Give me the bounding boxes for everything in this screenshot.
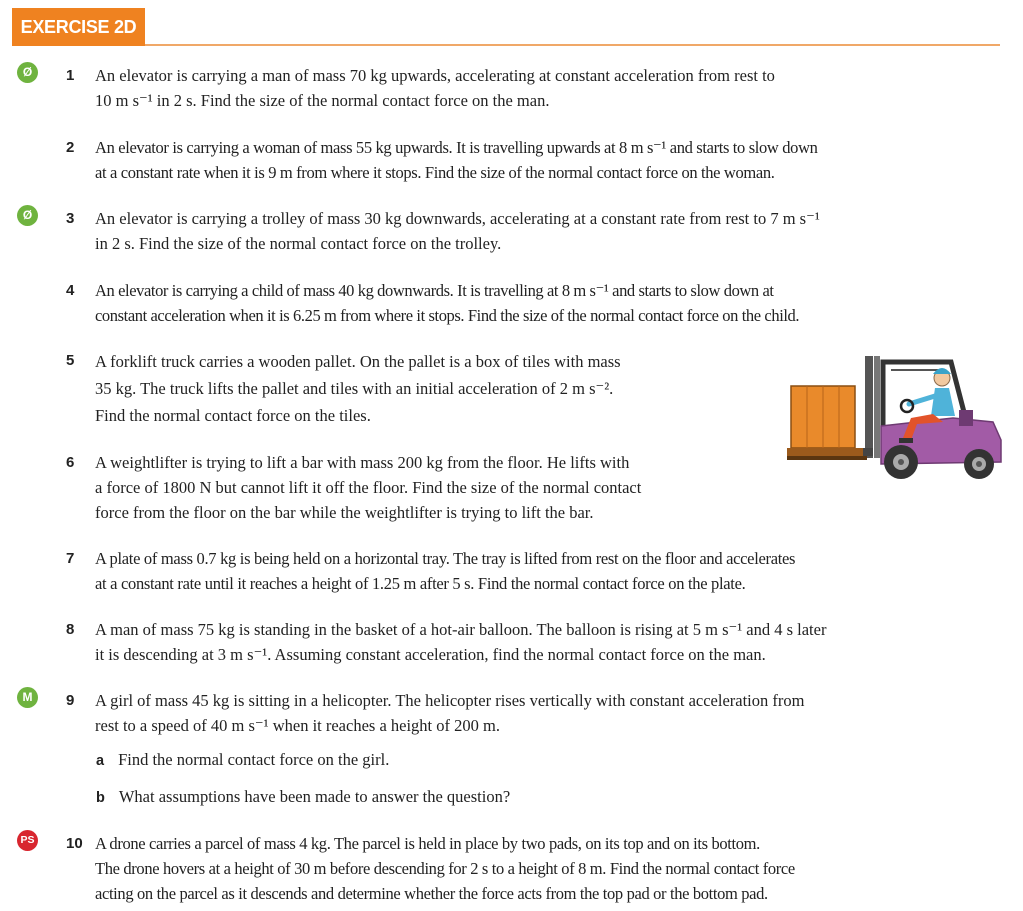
problem-solving-icon: PS	[17, 830, 38, 851]
part-label: b	[96, 790, 105, 806]
question-line: 35 kg. The truck lifts the pallet and tiles with an initial acceleration of 2 m s⁻².	[95, 379, 614, 398]
question-line: Find the normal contact force on the tiles.	[95, 406, 371, 425]
question-9	[95, 688, 804, 738]
question-5	[95, 348, 621, 429]
question-8	[95, 617, 826, 667]
question-number: 3	[66, 210, 75, 227]
question-number: 6	[66, 454, 75, 471]
question-6	[95, 450, 641, 525]
question-number: 4	[66, 282, 75, 299]
question-line: A girl of mass 45 kg is sitting in a helicopter. The helicopter rises vertically with constant acceleration from	[95, 691, 805, 710]
question-line: A drone carries a parcel of mass 4 kg. The parcel is held in place by two pads, on its top and on its bottom.	[95, 834, 760, 853]
exercise-header	[12, 8, 1000, 48]
question-4	[95, 278, 799, 328]
question-1	[95, 63, 775, 113]
forklift-mast	[865, 356, 873, 458]
question-number: 9	[66, 692, 75, 709]
exercise-label: EXERCISE 2D	[12, 8, 145, 46]
question-line: at a constant rate when it is 9 m from where it stops. Find the size of the normal contact force on the woman.	[95, 163, 775, 182]
question-number: 1	[66, 67, 75, 84]
question-line: A weightlifter is trying to lift a bar with mass 200 kg from the floor. He lifts with	[95, 453, 630, 472]
question-2	[95, 135, 818, 185]
forklift-truck-illustration	[783, 352, 1005, 488]
question-line: An elevator is carrying a woman of mass 55 kg upwards. It is travelling upwards at 8 m s⁻¹ and starts to slow down	[95, 138, 818, 157]
question-line: acting on the parcel as it descends and determine whether the force acts from the top pad or the bottom pad.	[95, 884, 768, 903]
question-line: An elevator is carrying a trolley of mass 30 kg downwards, accelerating at a constant rate from rest to 7 m s⁻¹	[95, 209, 820, 228]
question-line: at a constant rate until it reaches a height of 1.25 m after 5 s. Find the normal contact force on the plate.	[95, 574, 746, 593]
driver-torso	[931, 388, 955, 416]
question-9a	[96, 747, 389, 774]
question-10	[95, 831, 795, 906]
question-line: 10 m s⁻¹ in 2 s. Find the size of the normal contact force on the man.	[95, 91, 550, 110]
part-label: a	[96, 753, 105, 769]
question-number: 7	[66, 550, 75, 567]
question-number: 2	[66, 139, 75, 156]
question-line: An elevator is carrying a child of mass 40 kg downwards. It is travelling at 8 m s⁻¹ and starts to slow down at	[95, 281, 774, 300]
part-text: What assumptions have been made to answer the question?	[118, 787, 511, 806]
question-line: An elevator is carrying a man of mass 70 kg upwards, accelerating at constant acceleration from rest to	[95, 66, 775, 85]
question-line: A man of mass 75 kg is standing in the basket of a hot-air balloon. The balloon is rising at 5 m s⁻¹ and 4 s later	[95, 620, 827, 639]
question-7	[95, 546, 795, 596]
question-line: in 2 s. Find the size of the normal contact force on the trolley.	[95, 234, 502, 253]
question-line: A plate of mass 0.7 kg is being held on a horizontal tray. The tray is lifted from rest on the floor and accelerates	[95, 549, 796, 568]
question-number: 8	[66, 621, 75, 638]
question-number: 10	[66, 835, 83, 852]
question-line: A forklift truck carries a wooden pallet. On the pallet is a box of tiles with mass	[95, 352, 621, 371]
question-line: it is descending at 3 m s⁻¹. Assuming constant acceleration, find the normal contact force on the man.	[95, 645, 766, 664]
question-line: a force of 1800 N but cannot lift it off the floor. Find the size of the normal contact	[95, 478, 642, 497]
question-9b	[96, 784, 510, 811]
question-line: constant acceleration when it is 6.25 m from where it stops. Find the size of the normal contact force on the child.	[95, 306, 800, 325]
part-text: Find the normal contact force on the girl.	[118, 750, 390, 769]
header-rule	[145, 44, 1000, 46]
question-number: 5	[66, 352, 75, 369]
question-line: The drone hovers at a height of 30 m before descending for 2 s to a height of 8 m. Find the normal contact force	[95, 859, 795, 878]
modelling-icon: M	[17, 687, 38, 708]
steering-wheel	[901, 400, 913, 412]
question-3	[95, 206, 820, 256]
calculator-icon: Ø	[17, 205, 38, 226]
calculator-icon: Ø	[17, 62, 38, 83]
question-line: rest to a speed of 40 m s⁻¹ when it reaches a height of 200 m.	[95, 716, 500, 735]
question-line: force from the floor on the bar while the weightlifter is trying to lift the bar.	[95, 503, 594, 522]
